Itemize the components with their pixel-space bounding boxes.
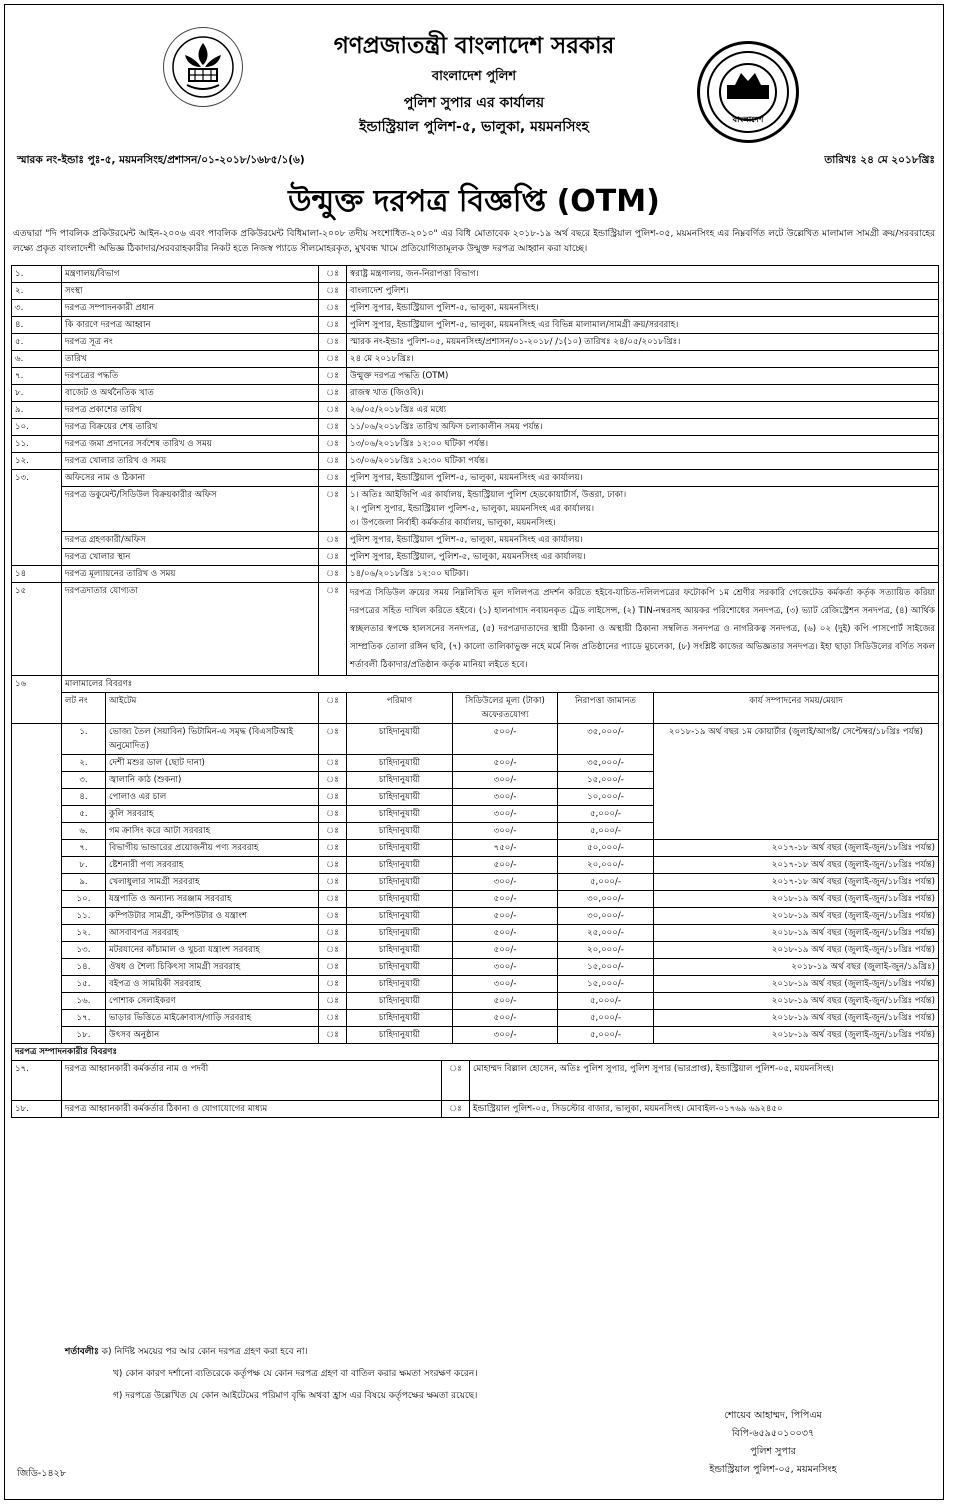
- lot-time: ২০১৮-১৯ অর্থ বছর (জুলাই-জুন/১৮খ্রিঃ পর্যন্ত): [654, 976, 939, 993]
- colon: ঃ: [319, 266, 347, 283]
- sale-office: ২। পুলিশ সুপার, ইন্ডাস্ট্রিয়াল পুলিশ-৫, ভালুকা, ময়মনসিংহ এর কার্যালয়।: [350, 504, 595, 514]
- row-label: দরপত্র জমা প্রদানের সর্বশেষ তারিখ ও সময়: [62, 436, 319, 453]
- lot-price: ৩০০/-: [453, 874, 558, 891]
- colon: ঃ: [319, 942, 347, 959]
- colon: ঃ: [319, 453, 347, 470]
- row-no: ১৫: [12, 583, 62, 676]
- colon: ঃ: [319, 693, 347, 724]
- col-price-title: সিডিউলের মূল্য (টাকা): [465, 696, 545, 706]
- row-label: দরপত্রের পদ্ধতি: [62, 368, 319, 385]
- lot-item: কম্পিউটার সামগ্রী, কম্পিউটার ও যন্ত্রাংশ: [106, 908, 319, 925]
- info-row: [12, 470, 939, 487]
- lot-item: দেশী মশুর ডাল (ছোট দানা): [106, 755, 319, 772]
- lot-security: ১৫,০০০/-: [558, 976, 654, 993]
- info-row: [12, 283, 939, 300]
- row-label: দরপত্র বিক্রয়ের শেষ তারিখ: [62, 419, 319, 436]
- term-1: ক) নির্দিষ্ট সময়ের পর আর কোন দরপত্র গ্রহণ করা হবে না।: [101, 1347, 308, 1357]
- row-label: দরপত্র আহ্বানকারী কর্মকর্তার নাম ও পদবী: [62, 1061, 442, 1101]
- lot-security: ৫,০০০/-: [558, 1027, 654, 1044]
- lot-price: ৫০০/-: [453, 755, 558, 772]
- lot-security: ৩০,০০০/-: [558, 908, 654, 925]
- lot-price: ৩০০/-: [453, 959, 558, 976]
- signatory-name: শোয়েব আহাম্মদ, পিপিএম: [724, 1410, 822, 1421]
- lot-security: ৫,০০০/-: [558, 823, 654, 840]
- row-value: পুলিশ সুপার, ইন্ডাস্ট্রিয়াল, পুলিশ-৫, ভালুকা, ময়মনসিংহ এর কার্যালয়।: [347, 549, 939, 566]
- lot-no: ১৭.: [62, 1010, 106, 1027]
- row-label: কি কারণে দরপত্র আহ্বান: [62, 317, 319, 334]
- sale-office: ১। অতিঃ আইজিপি এর কার্যালয়, ইন্ডাস্ট্রিয়াল পুলিশ হেডকোয়ার্টার্স, উত্তরা, ঢাকা।: [350, 490, 627, 500]
- row-no: ১৩.: [12, 470, 62, 566]
- lot-time: ২০১৮-১৯ অর্থ বছর (জুলাই-জুন/১৮খ্রিঃ পর্যন্ত): [654, 908, 939, 925]
- colon: ঃ: [442, 1061, 470, 1101]
- header-line-2: বাংলাদেশ পুলিশ: [431, 69, 517, 84]
- lot-time: ২০১৭-১৮ অর্থ বছর (জুলাই-জুন/১৮খ্রিঃ পর্যন্ত): [654, 874, 939, 891]
- lot-no: ৩.: [62, 772, 106, 789]
- row-no: ১.: [12, 266, 62, 283]
- term-3: গ) দরপত্রে উল্লেখিত যে কোন আইটেমের পরিমাণ বৃদ্ধি অথবা হ্রাস এর বিষয়ে কর্তৃপক্ষের ক্ষমতা রয়েছে।: [113, 1391, 478, 1401]
- row-label: দরপত্র খোলার তারিখ ও সময়: [62, 453, 319, 470]
- row-label: দরপত্র গ্রহণকারী/অফিস: [62, 532, 319, 549]
- info-row: [12, 300, 939, 317]
- row-value: রাজস্ব খাত (জিওবি)।: [347, 385, 939, 402]
- lot-no: ১০.: [62, 891, 106, 908]
- lot-row: [12, 925, 939, 942]
- terms-section: [65, 1341, 477, 1407]
- lot-row: [12, 908, 939, 925]
- lot-no: ১১.: [62, 908, 106, 925]
- lot-price: ৩০০/-: [453, 806, 558, 823]
- row-value: ১৪/০৬/২০১৮খ্রিঃ ১২:০০ ঘটিকা।: [347, 566, 939, 583]
- row-label: দরপত্র মূল্যায়নের তারিখ ও সময়: [62, 566, 319, 583]
- lot-no: ১.: [62, 724, 106, 755]
- col-price-sub: অফেরতযোগ্য: [481, 710, 529, 720]
- colon: ঃ: [319, 532, 347, 549]
- signatory-bp: বিপি-৬৫৯৫০১০০৩৭: [731, 1428, 815, 1439]
- lot-price: ৩০০/-: [453, 789, 558, 806]
- lot-qty: চাহিদানুযায়ী: [347, 840, 453, 857]
- lot-price: ৩০০/-: [453, 772, 558, 789]
- row-value: পুলিশ সুপার, ইন্ডাস্ট্রিয়াল পুলিশ-৫, ভালুকা, ময়মনসিংহ।: [347, 300, 939, 317]
- lot-security: ২০,০০০/-: [558, 857, 654, 874]
- row-no: ৭.: [12, 368, 62, 385]
- colon: ঃ: [319, 874, 347, 891]
- lot-item: জ্বালানি কাঠ (শুকনা): [106, 772, 319, 789]
- row-value: স্বরাষ্ট্র মন্ত্রণালয়, জন-নিরাপত্তা বিভাগ।: [347, 266, 939, 283]
- lot-qty: চাহিদানুযায়ী: [347, 789, 453, 806]
- lot-no: ৯.: [62, 874, 106, 891]
- officer-table: [11, 1043, 939, 1118]
- info-row: [12, 317, 939, 334]
- info-row: [12, 402, 939, 419]
- lots-table: [11, 675, 939, 1044]
- lot-price: ৫০০/-: [453, 891, 558, 908]
- row-label: তারিখ: [62, 351, 319, 368]
- colon: ঃ: [319, 583, 347, 676]
- colon: ঃ: [319, 891, 347, 908]
- lot-item: খেলাধুলার সামগ্রী সরবরাহ: [106, 874, 319, 891]
- row-value: স্মারক নং-ইন্ডাঃ পুলিশ-০৫, ময়মনসিংহ/প্রশাসন/০১-২০১৮/ /১(১০) তারিখঃ ২৪/০৫/২০১৮খ্রিঃ।: [347, 334, 939, 351]
- lot-item: বিভাগীয় ভান্ডারের প্রয়োজনীয় পণ্য সরবরাহ: [106, 840, 319, 857]
- lot-qty: চাহিদানুযায়ী: [347, 891, 453, 908]
- row-value: দরপত্র সিডিউল ক্রয়ের সময় নিম্নলিখিত মূল দলিলপত্র প্রদর্শন করিতে হইবে-যাচিত-দলিলপত্রের ফটোকপি ১ম শ্রেণীর সরকারি গেজেটেড কর্মকর্তা কর্তৃক সত্যায়িত করিয়া দরপত্রের সহিত দাখিল করিতে হইবে। (১) হালনাগাদ নবায়নকৃত ট্রেড লাইসেন্স, (২) TIN-নম্বরসহ আয়কর পরিশোধের সনদপত্র, (৩) ভ্যাট রেজিস্ট্রেশন সনদপত্র, (৪) আর্থিক স্বচ্ছলতার স্বপক্ষে হালসনের সনদপত্র, (৫) দরপত্রদাতাদের স্থায়ী ঠিকানা ও অস্থায়ী ঠিকানা সম্বলিত সনদপত্র ও নাগরিকত্ব সনদপত্র, (৬) ০২ (দুই) কপি পাসপোর্ট সাইজের সাম্প্রতিক তোলা রঙ্গিন ছবি, (৭) কালো তালিকাভুক্ত নহে মর্মে নিজ প্রতিষ্ঠানের প্যাডে মুচলেকা, (৮) সংশ্লিষ্ট কাজের অভিজ্ঞতার সনদপত্র। ইহা ছাড়া সিডিউলের বর্ণিত সকল শর্তাবলী ঠিকাদার/প্রতিষ্ঠান কর্তৃক মানিয়া লইতে হবে।: [347, 583, 939, 676]
- row-no: ৫.: [12, 334, 62, 351]
- col-price: [453, 693, 558, 724]
- row-value: বাংলাদেশ পুলিশ।: [347, 283, 939, 300]
- colon: ঃ: [319, 351, 347, 368]
- row-no: ১০.: [12, 419, 62, 436]
- lot-row: [12, 891, 939, 908]
- lot-security: ২৫,০০০/-: [558, 925, 654, 942]
- lot-security: ৩৫,০০০/-: [558, 755, 654, 772]
- col-time: কার্য সম্পাদনের সময়/মেয়াদ: [654, 693, 939, 724]
- lot-price: ৫০০/-: [453, 908, 558, 925]
- lot-time: ২০১৮-১৯ অর্থ বছর (জুলাই-জুন/১৯খ্রিঃ): [654, 959, 939, 976]
- col-item: আইটেম: [106, 693, 319, 724]
- lots-column-header: [12, 693, 939, 724]
- lot-no: ১৪.: [62, 959, 106, 976]
- term-2: খ) কোন কারণ দর্শানো ব্যতিরেকে কর্তৃপক্ষ যে কোন দরপত্র গ্রহণ বা বাতিল করার ক্ষমতা সংরক্ষণ করেন।: [113, 1369, 478, 1379]
- lot-security: ৩০,০০০/-: [558, 891, 654, 908]
- lot-security: ৩৫,০০০/-: [558, 724, 654, 755]
- lot-time: ২০১৮-১৯ অর্থ বছর (জুলাই-জুন/১৮খ্রিঃ পর্যন্ত): [654, 891, 939, 908]
- govt-title: গণপ্রজাতন্ত্রী বাংলাদেশ সরকার: [333, 33, 615, 59]
- col-lot-no: লট নং: [62, 693, 106, 724]
- row-no: ৮.: [12, 385, 62, 402]
- row-label: দরপত্র সূত্র নং: [62, 334, 319, 351]
- lot-row: [12, 1027, 939, 1044]
- row-value: ১১/০৬/২০১৮খ্রিঃ তারিখ অফিস চলাকালীন সময় পর্যন্ত।: [347, 419, 939, 436]
- info-row: [12, 419, 939, 436]
- lot-item: পোলাও এর চাল: [106, 789, 319, 806]
- row-value: উন্মুক্ত দরপত্র পদ্ধতি (OTM): [347, 368, 939, 385]
- row-value: পুলিশ সুপার, ইন্ডাস্ট্রিয়াল পুলিশ-৫, ভালুকা, ময়মনসিংহ এর কার্যালয়।: [347, 470, 939, 487]
- lot-time: ২০১৭-১৮ অর্থ বছর (জুলাই-জুন/১৮খ্রিঃ পর্যন্ত): [654, 857, 939, 874]
- lots-label: মালামালের বিবরণঃ: [62, 676, 939, 693]
- row-no: ৪.: [12, 317, 62, 334]
- lot-qty: চাহিদানুযায়ী: [347, 925, 453, 942]
- header-line-4: ইন্ডাস্ট্রিয়াল পুলিশ-৫, ভালুকা, ময়মনসিংহ: [359, 119, 589, 135]
- lot-no: ১৫.: [62, 976, 106, 993]
- lot-item: ষ্টেশনারী পণ্য সরবরাহ: [106, 857, 319, 874]
- row-label: মন্ত্রণালয়/বিভাগ: [62, 266, 319, 283]
- lot-row: [12, 874, 939, 891]
- lot-security: ২০,০০০/-: [558, 942, 654, 959]
- lot-no: ১২.: [62, 925, 106, 942]
- signature-block: [663, 1407, 883, 1479]
- signatory-office: ইন্ডাস্ট্রিয়াল পুলিশ-০৫, ময়মনসিংহ: [709, 1464, 837, 1475]
- colon: ঃ: [319, 840, 347, 857]
- colon: ঃ: [319, 549, 347, 566]
- lot-security: ৫,০০০/-: [558, 1010, 654, 1027]
- lot-row: [12, 942, 939, 959]
- lot-row: [12, 857, 939, 874]
- row-no: ১৮.: [12, 1101, 62, 1118]
- col-qty: পরিমাণ: [347, 693, 453, 724]
- lot-no: ৪.: [62, 789, 106, 806]
- lot-price: ৫০০/-: [453, 857, 558, 874]
- row-label: বাজেট ও অর্থনৈতিক খাত: [62, 385, 319, 402]
- memo-date: তারিখঃ ২৪ মে ২০১৮খ্রিঃ: [824, 154, 935, 166]
- row-no: ১৬: [12, 676, 62, 724]
- lot-price: ৫০০/-: [453, 993, 558, 1010]
- lot-no: ৮.: [62, 857, 106, 874]
- sale-office: ৩। উপজেলা নির্বাহী কর্মকর্তার কার্যালয়, ভালুকা, ময়মনসিংহ।: [350, 518, 556, 528]
- notice-title: উন্মুক্ত দরপত্র বিজ্ঞপ্তি (OTM): [288, 184, 660, 219]
- lot-no: ১৮.: [62, 1027, 106, 1044]
- colon: ঃ: [319, 436, 347, 453]
- lot-row: [12, 959, 939, 976]
- colon: ঃ: [319, 419, 347, 436]
- info-row: [12, 583, 939, 676]
- colon: ঃ: [319, 334, 347, 351]
- lot-price: ৩০০/-: [453, 1027, 558, 1044]
- colon: ঃ: [319, 976, 347, 993]
- lot-item: পোশাক সেলাইকরণ: [106, 993, 319, 1010]
- colon: ঃ: [319, 566, 347, 583]
- signatory-designation: পুলিশ সুপার: [750, 1446, 796, 1457]
- header-line-3: পুলিশ সুপার এর কার্যালয়: [403, 95, 545, 111]
- row-label: দরপত্রদাতার যোগ্যতা: [62, 583, 319, 676]
- lot-item: উৎসব অনুষ্ঠান: [106, 1027, 319, 1044]
- info-row: [12, 334, 939, 351]
- lot-item: গম ক্রাসিং করে আটা সরবরাহ: [106, 823, 319, 840]
- colon: ঃ: [319, 755, 347, 772]
- row-label: দরপত্র খোলার স্থান: [62, 549, 319, 566]
- lot-item: ভাড়ার ভিত্তিতে মাইক্রোবাস/গাড়ি সরবরাহ: [106, 1010, 319, 1027]
- colon: ঃ: [319, 959, 347, 976]
- colon: ঃ: [319, 317, 347, 334]
- lot-price: ৫০০/-: [453, 925, 558, 942]
- colon: ঃ: [319, 1010, 347, 1027]
- info-row: [12, 266, 939, 283]
- row-label: দরপত্র ডকুমেন্ট/সিডিউল বিক্রয়কারীর অফিস: [62, 487, 319, 532]
- colon: ঃ: [319, 772, 347, 789]
- lot-security: ৫,০০০/-: [558, 993, 654, 1010]
- lot-security: ১৫,০০০/-: [558, 772, 654, 789]
- row-no: ১১.: [12, 436, 62, 453]
- colon: ঃ: [319, 823, 347, 840]
- row-label: দরপত্র সম্পাদনকারী প্রধান: [62, 300, 319, 317]
- col-security: নিরাপত্তা জামানত: [558, 693, 654, 724]
- lot-price: ৩০০/-: [453, 823, 558, 840]
- info-row: [12, 566, 939, 583]
- row-value: [347, 487, 939, 532]
- lot-item: আসবাবপত্র সরবরাহ: [106, 925, 319, 942]
- colon: ঃ: [319, 908, 347, 925]
- lot-price: ৫০০/-: [453, 1010, 558, 1027]
- lot-qty: চাহিদানুযায়ী: [347, 942, 453, 959]
- row-value: ২৪ মে ২০১৮খ্রিঃ।: [347, 351, 939, 368]
- lot-time: ২০১৮-১৯ অর্থ বছর (জুলাই-জুন/১৮খ্রিঃ পর্যন্ত): [654, 942, 939, 959]
- info-row: [12, 487, 939, 532]
- lot-qty: চাহিদানুযায়ী: [347, 806, 453, 823]
- lot-qty: চাহিদানুযায়ী: [347, 772, 453, 789]
- row-no: ১৭.: [12, 1061, 62, 1101]
- colon: ঃ: [319, 993, 347, 1010]
- row-label: অফিসের নাম ও ঠিকানা: [62, 470, 319, 487]
- row-value: পুলিশ সুপার, ইন্ডাস্ট্রিয়াল পুলিশ-৫, ভালুকা, ময়মনসিংহ এর বিভিন্ন মালামাল/সামগ্রী ক্রয়/সরবরাহ।: [347, 317, 939, 334]
- intro-paragraph: এতদ্বারা "দি পাবলিক প্রকিউরমেন্ট আইন-২০০৬ এবং পাবলিক প্রকিউরমেন্ট বিধিমালা-২০০৮ তদীয় সংশোধিত-২০১০" এর বিধি মোতাবেক ২০১৮-১৯ অর্থ বছরে ইন্ডাস্ট্রিয়াল পুলিশ-০৫, ময়মনসিংহ এর নিম্নবর্ণিত লটে উল্লেখিত মালামাল সামগ্রী ক্রয়/সরবরাহের লক্ষ্যে প্রকৃত বাংলাদেশী অভিজ্ঞ ঠিকাদার/সরবরাহকারীর নিকট হতে নিজস্ব প্যাডে সীলমোহরকৃত, মুখবন্ধ খামে প্রতিযোগিতামূলক উন্মুক্ত দরপত্র আহ্বান করা যাচ্ছে।: [13, 229, 935, 254]
- lot-row: [12, 993, 939, 1010]
- info-row: [12, 549, 939, 566]
- lot-qty: চাহিদানুযায়ী: [347, 755, 453, 772]
- tender-notice-page: [4, 4, 944, 1500]
- row-value: ১৩/০৬/২০১৮খ্রিঃ ১২:৩০ ঘটিকা পর্যন্ত।: [347, 453, 939, 470]
- lot-price: ৫০০/-: [453, 942, 558, 959]
- lot-qty: চাহিদানুযায়ী: [347, 724, 453, 755]
- colon: ঃ: [319, 300, 347, 317]
- lot-item: বইপত্র ও সাময়িকী সরবরাহ: [106, 976, 319, 993]
- memo-number: স্মারক নং-ইন্ডাঃ পুঃ-৫, ময়মনসিংহ/প্রশাসন/০১-২০১৮/১৬৮৫/১(৬): [17, 154, 305, 166]
- lot-item: কুলি সরবরাহ: [106, 806, 319, 823]
- lot-item: যন্ত্রপাতি ও অন্যান্য সরঞ্জাম সরবরাহ: [106, 891, 319, 908]
- lot-qty: চাহিদানুযায়ী: [347, 993, 453, 1010]
- row-label: দরপত্র আহ্বানকারী কর্মকর্তার ঠিকানা ও যোগাযোগের মাধ্যম: [62, 1101, 442, 1118]
- lot-time: ২০১৮-১৯ অর্থ বছর (জুলাই-জুন/১৮খ্রিঃ পর্যন্ত): [654, 925, 939, 942]
- info-row: [12, 532, 939, 549]
- lot-time: ২০১৮-১৯ অর্থ বছর (জুলাই-জুন/১৮খ্রিঃ পর্যন্ত): [654, 1027, 939, 1044]
- lot-no: ১৬.: [62, 993, 106, 1010]
- lots-header-row: [12, 676, 939, 693]
- info-row: [12, 453, 939, 470]
- row-value: ইন্ডাস্ট্রিয়াল পুলিশ-০৫, সিডস্টোর বাজার, ভালুকা, ময়মনসিংহ। মোবাইল-০১৭৬৯ ৬৯২৪৫০: [470, 1101, 939, 1118]
- seal-text: বাংলাদেশ: [732, 115, 764, 124]
- lot-security: ৫,০০০/-: [558, 874, 654, 891]
- lot-time: ২০১৮-১৯ অর্থ বছর (জুলাই-জুন/১৮খ্রিঃ পর্যন্ত): [654, 993, 939, 1010]
- colon: ঃ: [319, 789, 347, 806]
- row-value: ১৩/০৬/২০১৮খ্রিঃ ১২:০০ ঘটিকা পর্যন্ত।: [347, 436, 939, 453]
- lot-no: ৭.: [62, 840, 106, 857]
- lot-qty: চাহিদানুযায়ী: [347, 959, 453, 976]
- lot-qty: চাহিদানুযায়ী: [347, 823, 453, 840]
- lot-item: মটরযানের কাঁচামাল ও খুচরা যন্ত্রাংশ সরবরাহ: [106, 942, 319, 959]
- row-no: ৯.: [12, 402, 62, 419]
- row-no: ১৪: [12, 566, 62, 583]
- lot-price: ৩০০/-: [453, 976, 558, 993]
- row-no: ৩.: [12, 300, 62, 317]
- lot-qty: চাহিদানুযায়ী: [347, 874, 453, 891]
- lot-no: ১৩.: [62, 942, 106, 959]
- colon: ঃ: [319, 724, 347, 755]
- row-label: দরপত্র প্রকাশের তারিখ: [62, 402, 319, 419]
- colon: ঃ: [319, 470, 347, 487]
- colon: ঃ: [319, 487, 347, 532]
- lot-security: ৫০,০০০/-: [558, 840, 654, 857]
- lot-security: ১৫,০০০/-: [558, 959, 654, 976]
- lot-row: [12, 976, 939, 993]
- colon: ঃ: [319, 806, 347, 823]
- lot-row: [12, 724, 939, 755]
- lot-price: ৭৫০/-: [453, 840, 558, 857]
- row-no: ৬.: [12, 351, 62, 368]
- tender-info-section: [11, 265, 939, 1118]
- lot-no: ২.: [62, 755, 106, 772]
- colon: ঃ: [319, 283, 347, 300]
- row-no: ২.: [12, 283, 62, 300]
- row-value: পুলিশ সুপার, ইন্ডাস্ট্রিয়াল পুলিশ-৫, ভালুকা, ময়মনসিংহ এর কার্যালয়।: [347, 532, 939, 549]
- officer-heading: দরপত্র সম্পাদনকারীর বিবরণঃ: [12, 1044, 939, 1061]
- info-row: [12, 385, 939, 402]
- row-label: সংস্থা: [62, 283, 319, 300]
- row-no-spacer: [12, 724, 62, 1044]
- lot-no: ৬.: [62, 823, 106, 840]
- colon: ঃ: [319, 368, 347, 385]
- lot-time: ২০১৮-১৯ অর্থ বছর (জুলাই-জুন/১৮খ্রিঃ পর্যন্ত): [654, 1010, 939, 1027]
- lot-security: ১০,০০০/-: [558, 789, 654, 806]
- lot-time: ২০১৮-১৯ অর্থ বছর ১ম কোয়ার্টার (জুলাই/আগষ্ট/ সেপ্টেম্বর/১৮খ্রিঃ পর্যন্ত): [654, 724, 939, 840]
- info-row: [12, 436, 939, 453]
- terms-label: শর্তাবলীঃ: [65, 1347, 99, 1357]
- lot-item: ঔষধ ও শৈল্য চিকিৎসা সামগ্রী সরবরাহ: [106, 959, 319, 976]
- colon: ঃ: [442, 1101, 470, 1118]
- tender-info-table: [11, 265, 939, 676]
- lot-no: ৫.: [62, 806, 106, 823]
- colon: ঃ: [319, 1027, 347, 1044]
- colon: ঃ: [319, 857, 347, 874]
- colon: ঃ: [319, 402, 347, 419]
- lot-qty: চাহিদানুযায়ী: [347, 1027, 453, 1044]
- lot-item: ভোজ্য তৈল (সয়াবিন) ভিটামিন-এ সমৃদ্ধ (বিএসটিআই অনুমোদিত): [106, 724, 319, 755]
- lot-qty: চাহিদানুযায়ী: [347, 908, 453, 925]
- row-value: ২৬/০৫/২০১৮খ্রিঃ এর মধ্যে: [347, 402, 939, 419]
- lot-qty: চাহিদানুযায়ী: [347, 857, 453, 874]
- colon: ঃ: [319, 925, 347, 942]
- row-no: ১২.: [12, 453, 62, 470]
- lot-security: ৫,০০০/-: [558, 806, 654, 823]
- lot-row: [12, 840, 939, 857]
- lot-qty: চাহিদানুযায়ী: [347, 976, 453, 993]
- colon: ঃ: [319, 385, 347, 402]
- footer-code: জিডি-১৪২৮: [17, 1468, 67, 1479]
- lot-time: ২০১৭-১৮ অর্থ বছর (জুলাই-জুন/১৮খ্রিঃ পর্যন্ত): [654, 840, 939, 857]
- lot-price: ৫০০/-: [453, 724, 558, 755]
- info-row: [12, 351, 939, 368]
- info-row: [12, 368, 939, 385]
- lot-row: [12, 1010, 939, 1027]
- row-value: মোহাম্মদ বিল্লাল হোসেন, অতিঃ পুলিশ সুপার, পুলিশ সুপার (ভারপ্রাপ্ত), ইন্ডাস্ট্রিয়াল পুলিশ-০৫, ময়মনসিংহ।: [470, 1061, 939, 1101]
- lot-qty: চাহিদানুযায়ী: [347, 1010, 453, 1027]
